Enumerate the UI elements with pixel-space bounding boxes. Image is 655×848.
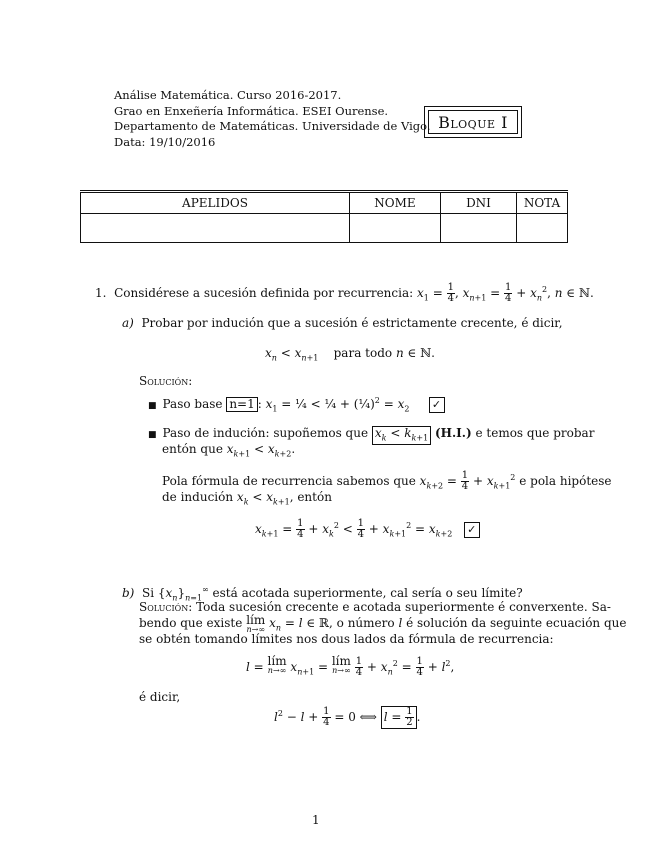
base-step: ■ Paso base n=1 : $x_1$ = ¼ < ¼ + (¼)$^2$ = $x_2$ ✓ — [148, 393, 445, 417]
checkmark-icon: ✓ — [429, 397, 445, 413]
block-label: Bloque I — [438, 112, 508, 132]
part-b-solution-line3: se obtén tomando límites nos dous lados da fórmula de recurrencia: — [139, 632, 554, 646]
header-nome: NOME — [350, 192, 441, 214]
header-date: Data: 19/10/2016 — [114, 134, 216, 149]
limit-equation: l = lím n→∞ $x_{n+1}$ = lím n→∞ $\frac{1}{4}$ + $x_n^2$ = $\frac{1}{4}$ + $l^2$, — [246, 654, 455, 678]
dni-field[interactable] — [441, 214, 517, 243]
checkmark-icon: ✓ — [464, 522, 480, 538]
header-nota: NOTA — [517, 192, 568, 214]
edicir: é dicir, — [139, 690, 181, 704]
header-degree: Grao en Enxeñería Informática. ESEI Ourense. — [114, 103, 389, 118]
induction-conclusion: $x_{k+1}$ = $\frac{1}{4}$ + $x_k^2$ < $\frac{1}{4}$ + $x_{k+1}^2 = x_{k+2}$ ✓ — [255, 518, 480, 542]
problem-number: 1. — [95, 286, 107, 300]
header-dni: DNI — [441, 192, 517, 214]
recurrence-line2: de indución $x_k < x_{k+1}$, entón — [162, 490, 332, 507]
document-header — [114, 88, 431, 150]
nota-field[interactable] — [517, 214, 568, 243]
problem-statement: 1. Considérese a sucesión definida por recurrencia: $x_1$ = $\frac{1}{4}$ , $x_{n+1}$ = $\frac{1}{4}$ + $x_n^2$, n ∈ ℕ. — [95, 282, 594, 304]
student-info-table — [80, 190, 568, 243]
induction-step: ■ Paso de indución: supoñemos que $x_k < k_{k+1}$ (H.I.) e temos que probar — [148, 425, 594, 445]
answer-box: l = $\frac{1}{2}$ — [381, 706, 417, 729]
part-a-question: a) Probar por indución que a sucesión é estrictamente crecente, é dicir, — [122, 316, 563, 330]
header-apelidos: APELIDOS — [81, 192, 350, 214]
block-label-box — [424, 106, 522, 138]
part-b-question: b) Si $\{x_n\}_{n=1}^\infty$ está acotada superiormente, cal sería o seu límite? — [122, 585, 523, 603]
header-department: Departamento de Matemáticas. Universidade de Vigo. — [114, 119, 431, 133]
induction-step-line2: entón que $x_{k+1} < x_{k+2}$. — [162, 442, 296, 459]
part-a-display: $x_n < x_{n+1}$ para todo n ∈ ℕ. — [265, 346, 435, 363]
part-b-solution-line1: Solución: Toda sucesión crecente e acotada superiormente é converxente. Sa- — [139, 600, 611, 614]
recurrence-line: Pola fórmula de recurrencia sabemos que $x_{k+2}$ = $\frac{1}{4}$ + $x_{k+1}^2$ e pola hipótese — [162, 470, 612, 492]
page-number: 1 — [312, 813, 320, 827]
nome-field[interactable] — [350, 214, 441, 243]
base-case-box: n=1 — [226, 397, 257, 412]
final-equation: $l^2 - l$ + $\frac{1}{4}$ = 0 ⟺ l = $\frac{1}{2}$ . — [274, 706, 421, 728]
header-course: Análise Matemática. Curso 2016-2017. — [114, 88, 342, 102]
solucion-a-label: Solución: — [139, 374, 193, 388]
part-b-solution-line2: bendo que existe lím n→∞ $x_n = l$ ∈ ℝ, o número l é solución da seguinte ecuación que — [139, 613, 627, 634]
apelidos-field[interactable] — [81, 214, 350, 243]
